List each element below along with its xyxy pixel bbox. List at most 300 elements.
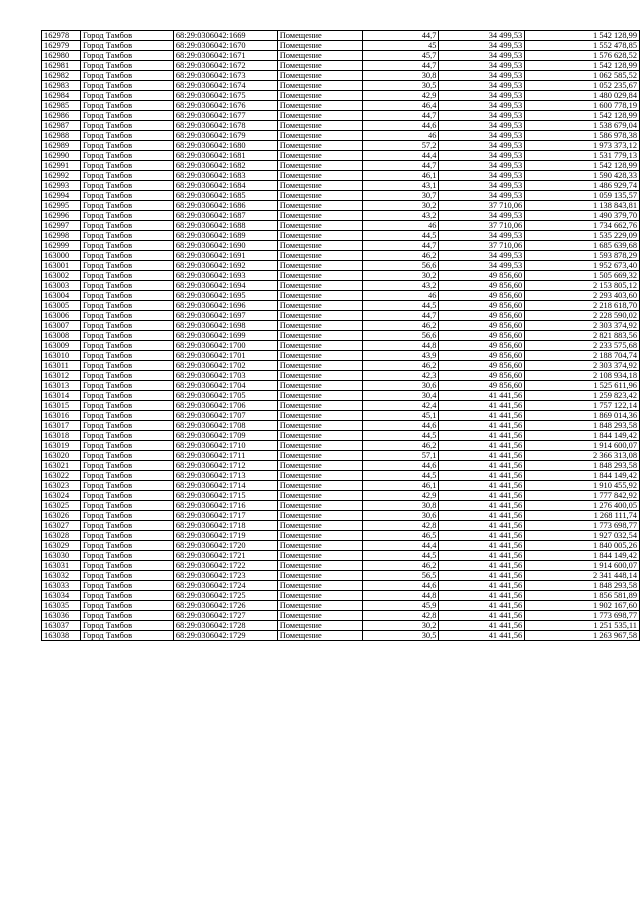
unit-value-cell: 41 441,56 [439, 551, 525, 561]
cadastral-value-cell: 1 059 135,57 [525, 191, 640, 201]
cadastral-value-cell: 1 773 698,77 [525, 611, 640, 621]
table-row [42, 291, 640, 301]
cadastral-value-cell: 1 535 229,09 [525, 231, 640, 241]
object-type-cell: Помещение [277, 311, 362, 321]
unit-value-cell: 49 856,60 [439, 301, 525, 311]
area-cell: 44,8 [362, 591, 439, 601]
cadastral-number-cell: 68:29:0306042:1671 [173, 51, 277, 61]
table-row [42, 221, 640, 231]
object-type-cell: Помещение [277, 561, 362, 571]
cadastral-value-cell: 1 973 373,12 [525, 141, 640, 151]
row-number-cell: 163001 [42, 261, 81, 271]
table-row [42, 501, 640, 511]
object-type-cell: Помещение [277, 631, 362, 641]
row-number-cell: 163008 [42, 331, 81, 341]
row-number-cell: 163005 [42, 301, 81, 311]
cadastral-value-cell: 1 542 128,99 [525, 31, 640, 41]
cadastral-number-cell: 68:29:0306042:1677 [173, 111, 277, 121]
table-row [42, 321, 640, 331]
locality-cell: Город Тамбов [80, 281, 173, 291]
area-cell: 42,4 [362, 401, 439, 411]
object-type-cell: Помещение [277, 231, 362, 241]
unit-value-cell: 34 499,53 [439, 181, 525, 191]
row-number-cell: 163006 [42, 311, 81, 321]
area-cell: 43,9 [362, 351, 439, 361]
cadastral-value-cell: 1 538 679,04 [525, 121, 640, 131]
unit-value-cell: 49 856,60 [439, 351, 525, 361]
unit-value-cell: 41 441,56 [439, 561, 525, 571]
table-row [42, 441, 640, 451]
cadastral-number-cell: 68:29:0306042:1685 [173, 191, 277, 201]
cadastral-value-cell: 2 293 403,60 [525, 291, 640, 301]
unit-value-cell: 49 856,60 [439, 361, 525, 371]
unit-value-cell: 41 441,56 [439, 391, 525, 401]
unit-value-cell: 34 499,53 [439, 171, 525, 181]
locality-cell: Город Тамбов [80, 511, 173, 521]
unit-value-cell: 49 856,60 [439, 291, 525, 301]
cadastral-number-cell: 68:29:0306042:1710 [173, 441, 277, 451]
cadastral-number-cell: 68:29:0306042:1689 [173, 231, 277, 241]
object-type-cell: Помещение [277, 271, 362, 281]
unit-value-cell: 34 499,53 [439, 31, 525, 41]
object-type-cell: Помещение [277, 471, 362, 481]
row-number-cell: 162978 [42, 31, 81, 41]
cadastral-number-cell: 68:29:0306042:1714 [173, 481, 277, 491]
cadastral-number-cell: 68:29:0306042:1717 [173, 511, 277, 521]
table-row [42, 461, 640, 471]
object-type-cell: Помещение [277, 141, 362, 151]
cadastral-value-cell: 1 062 585,52 [525, 71, 640, 81]
cadastral-value-cell: 1 542 128,99 [525, 61, 640, 71]
locality-cell: Город Тамбов [80, 221, 173, 231]
unit-value-cell: 41 441,56 [439, 441, 525, 451]
cadastral-value-cell: 1 856 581,89 [525, 591, 640, 601]
object-type-cell: Помещение [277, 421, 362, 431]
locality-cell: Город Тамбов [80, 261, 173, 271]
unit-value-cell: 41 441,56 [439, 461, 525, 471]
unit-value-cell: 34 499,53 [439, 81, 525, 91]
object-type-cell: Помещение [277, 371, 362, 381]
cadastral-value-cell: 1 927 032,54 [525, 531, 640, 541]
row-number-cell: 163036 [42, 611, 81, 621]
table-row [42, 101, 640, 111]
table-row [42, 251, 640, 261]
table-row [42, 311, 640, 321]
cadastral-number-cell: 68:29:0306042:1674 [173, 81, 277, 91]
area-cell: 30,2 [362, 271, 439, 281]
table-row [42, 81, 640, 91]
object-type-cell: Помещение [277, 181, 362, 191]
locality-cell: Город Тамбов [80, 581, 173, 591]
cadastral-number-cell: 68:29:0306042:1699 [173, 331, 277, 341]
unit-value-cell: 37 710,06 [439, 201, 525, 211]
cadastral-number-cell: 68:29:0306042:1726 [173, 601, 277, 611]
cadastral-number-cell: 68:29:0306042:1683 [173, 171, 277, 181]
object-type-cell: Помещение [277, 531, 362, 541]
row-number-cell: 163010 [42, 351, 81, 361]
object-type-cell: Помещение [277, 101, 362, 111]
row-number-cell: 163012 [42, 371, 81, 381]
row-number-cell: 163032 [42, 571, 81, 581]
area-cell: 46,2 [362, 441, 439, 451]
unit-value-cell: 34 499,53 [439, 131, 525, 141]
unit-value-cell: 49 856,60 [439, 311, 525, 321]
row-number-cell: 162987 [42, 121, 81, 131]
area-cell: 46 [362, 291, 439, 301]
locality-cell: Город Тамбов [80, 201, 173, 211]
locality-cell: Город Тамбов [80, 371, 173, 381]
locality-cell: Город Тамбов [80, 431, 173, 441]
table-row [42, 271, 640, 281]
row-number-cell: 163011 [42, 361, 81, 371]
row-number-cell: 162992 [42, 171, 81, 181]
unit-value-cell: 41 441,56 [439, 421, 525, 431]
locality-cell: Город Тамбов [80, 71, 173, 81]
object-type-cell: Помещение [277, 241, 362, 251]
object-type-cell: Помещение [277, 321, 362, 331]
area-cell: 57,1 [362, 451, 439, 461]
row-number-cell: 163014 [42, 391, 81, 401]
locality-cell: Город Тамбов [80, 411, 173, 421]
row-number-cell: 163018 [42, 431, 81, 441]
cadastral-number-cell: 68:29:0306042:1712 [173, 461, 277, 471]
unit-value-cell: 34 499,53 [439, 251, 525, 261]
area-cell: 44,5 [362, 231, 439, 241]
object-type-cell: Помещение [277, 251, 362, 261]
cadastral-number-cell: 68:29:0306042:1691 [173, 251, 277, 261]
cadastral-number-cell: 68:29:0306042:1675 [173, 91, 277, 101]
cadastral-value-cell: 1 844 149,42 [525, 431, 640, 441]
area-cell: 46,1 [362, 481, 439, 491]
object-type-cell: Помещение [277, 351, 362, 361]
table-row [42, 121, 640, 131]
cadastral-number-cell: 68:29:0306042:1705 [173, 391, 277, 401]
cadastral-value-cell: 1 138 843,81 [525, 201, 640, 211]
cadastral-number-cell: 68:29:0306042:1720 [173, 541, 277, 551]
table-row [42, 301, 640, 311]
unit-value-cell: 37 710,06 [439, 221, 525, 231]
row-number-cell: 162981 [42, 61, 81, 71]
locality-cell: Город Тамбов [80, 361, 173, 371]
row-number-cell: 162997 [42, 221, 81, 231]
table-row [42, 281, 640, 291]
cadastral-value-cell: 1 734 662,76 [525, 221, 640, 231]
locality-cell: Город Тамбов [80, 41, 173, 51]
cadastral-value-cell: 1 480 029,84 [525, 91, 640, 101]
locality-cell: Город Тамбов [80, 571, 173, 581]
cadastral-number-cell: 68:29:0306042:1698 [173, 321, 277, 331]
locality-cell: Город Тамбов [80, 341, 173, 351]
object-type-cell: Помещение [277, 501, 362, 511]
unit-value-cell: 41 441,56 [439, 521, 525, 531]
cadastral-value-cell: 2 303 374,92 [525, 321, 640, 331]
area-cell: 44,4 [362, 541, 439, 551]
cadastral-value-cell: 1 914 600,07 [525, 441, 640, 451]
area-cell: 43,1 [362, 181, 439, 191]
object-type-cell: Помещение [277, 411, 362, 421]
unit-value-cell: 49 856,60 [439, 331, 525, 341]
area-cell: 46,4 [362, 101, 439, 111]
row-number-cell: 162988 [42, 131, 81, 141]
cadastral-number-cell: 68:29:0306042:1721 [173, 551, 277, 561]
table-row [42, 451, 640, 461]
row-number-cell: 162991 [42, 161, 81, 171]
object-type-cell: Помещение [277, 491, 362, 501]
area-cell: 45,7 [362, 51, 439, 61]
locality-cell: Город Тамбов [80, 321, 173, 331]
unit-value-cell: 41 441,56 [439, 411, 525, 421]
cadastral-number-cell: 68:29:0306042:1692 [173, 261, 277, 271]
cadastral-value-cell: 1 840 005,26 [525, 541, 640, 551]
table-row [42, 181, 640, 191]
cadastral-number-cell: 68:29:0306042:1676 [173, 101, 277, 111]
row-number-cell: 163035 [42, 601, 81, 611]
cadastral-value-cell: 1 542 128,99 [525, 111, 640, 121]
cadastral-value-cell: 1 600 778,19 [525, 101, 640, 111]
cadastral-number-cell: 68:29:0306042:1719 [173, 531, 277, 541]
locality-cell: Город Тамбов [80, 111, 173, 121]
object-type-cell: Помещение [277, 591, 362, 601]
cadastral-number-cell: 68:29:0306042:1679 [173, 131, 277, 141]
locality-cell: Город Тамбов [80, 291, 173, 301]
unit-value-cell: 34 499,53 [439, 141, 525, 151]
unit-value-cell: 41 441,56 [439, 481, 525, 491]
area-cell: 30,5 [362, 631, 439, 641]
cadastral-value-cell: 1 505 669,32 [525, 271, 640, 281]
object-type-cell: Помещение [277, 51, 362, 61]
row-number-cell: 162982 [42, 71, 81, 81]
cadastral-value-cell: 2 153 805,12 [525, 281, 640, 291]
area-cell: 44,7 [362, 161, 439, 171]
area-cell: 30,7 [362, 191, 439, 201]
row-number-cell: 163029 [42, 541, 81, 551]
cadastral-value-cell: 1 685 639,68 [525, 241, 640, 251]
locality-cell: Город Тамбов [80, 331, 173, 341]
table-body [42, 31, 640, 641]
area-cell: 46,2 [362, 561, 439, 571]
object-type-cell: Помещение [277, 571, 362, 581]
unit-value-cell: 41 441,56 [439, 531, 525, 541]
unit-value-cell: 49 856,60 [439, 281, 525, 291]
locality-cell: Город Тамбов [80, 601, 173, 611]
locality-cell: Город Тамбов [80, 521, 173, 531]
table-row [42, 391, 640, 401]
row-number-cell: 163022 [42, 471, 81, 481]
unit-value-cell: 41 441,56 [439, 511, 525, 521]
table-row [42, 381, 640, 391]
locality-cell: Город Тамбов [80, 401, 173, 411]
row-number-cell: 162996 [42, 211, 81, 221]
cadastral-value-cell: 1 952 673,40 [525, 261, 640, 271]
object-type-cell: Помещение [277, 211, 362, 221]
cadastral-number-cell: 68:29:0306042:1672 [173, 61, 277, 71]
cadastral-value-cell: 1 486 929,74 [525, 181, 640, 191]
object-type-cell: Помещение [277, 381, 362, 391]
cadastral-number-cell: 68:29:0306042:1682 [173, 161, 277, 171]
area-cell: 42,8 [362, 611, 439, 621]
cadastral-number-cell: 68:29:0306042:1703 [173, 371, 277, 381]
unit-value-cell: 34 499,53 [439, 41, 525, 51]
row-number-cell: 162995 [42, 201, 81, 211]
area-cell: 42,3 [362, 371, 439, 381]
table-row [42, 51, 640, 61]
area-cell: 44,5 [362, 471, 439, 481]
cadastral-number-cell: 68:29:0306042:1702 [173, 361, 277, 371]
locality-cell: Город Тамбов [80, 351, 173, 361]
row-number-cell: 163025 [42, 501, 81, 511]
area-cell: 44,6 [362, 581, 439, 591]
area-cell: 44,7 [362, 241, 439, 251]
area-cell: 44,5 [362, 431, 439, 441]
cadastral-value-cell: 1 777 842,92 [525, 491, 640, 501]
object-type-cell: Помещение [277, 171, 362, 181]
cadastral-value-cell: 2 228 590,02 [525, 311, 640, 321]
locality-cell: Город Тамбов [80, 171, 173, 181]
cadastral-number-cell: 68:29:0306042:1711 [173, 451, 277, 461]
object-type-cell: Помещение [277, 91, 362, 101]
table-row [42, 141, 640, 151]
row-number-cell: 163024 [42, 491, 81, 501]
unit-value-cell: 41 441,56 [439, 621, 525, 631]
unit-value-cell: 34 499,53 [439, 51, 525, 61]
cadastral-value-cell: 1 848 293,58 [525, 461, 640, 471]
table-row [42, 491, 640, 501]
table-row [42, 71, 640, 81]
table-row [42, 161, 640, 171]
table-row [42, 431, 640, 441]
object-type-cell: Помещение [277, 621, 362, 631]
locality-cell: Город Тамбов [80, 441, 173, 451]
row-number-cell: 162994 [42, 191, 81, 201]
row-number-cell: 163026 [42, 511, 81, 521]
table-row [42, 331, 640, 341]
cadastral-value-table [41, 30, 640, 641]
unit-value-cell: 34 499,53 [439, 161, 525, 171]
table-row [42, 61, 640, 71]
cadastral-value-cell: 1 490 379,70 [525, 211, 640, 221]
locality-cell: Город Тамбов [80, 501, 173, 511]
cadastral-number-cell: 68:29:0306042:1708 [173, 421, 277, 431]
row-number-cell: 163000 [42, 251, 81, 261]
object-type-cell: Помещение [277, 201, 362, 211]
cadastral-number-cell: 68:29:0306042:1681 [173, 151, 277, 161]
cadastral-number-cell: 68:29:0306042:1727 [173, 611, 277, 621]
row-number-cell: 163033 [42, 581, 81, 591]
locality-cell: Город Тамбов [80, 141, 173, 151]
table-row [42, 231, 640, 241]
locality-cell: Город Тамбов [80, 311, 173, 321]
object-type-cell: Помещение [277, 261, 362, 271]
row-number-cell: 163002 [42, 271, 81, 281]
cadastral-value-cell: 1 276 400,05 [525, 501, 640, 511]
table-row [42, 261, 640, 271]
locality-cell: Город Тамбов [80, 231, 173, 241]
row-number-cell: 162999 [42, 241, 81, 251]
object-type-cell: Помещение [277, 151, 362, 161]
area-cell: 46,1 [362, 171, 439, 181]
cadastral-value-cell: 1 552 478,85 [525, 41, 640, 51]
area-cell: 42,9 [362, 91, 439, 101]
cadastral-number-cell: 68:29:0306042:1725 [173, 591, 277, 601]
locality-cell: Город Тамбов [80, 421, 173, 431]
cadastral-value-cell: 1 586 978,38 [525, 131, 640, 141]
cadastral-number-cell: 68:29:0306042:1680 [173, 141, 277, 151]
row-number-cell: 163031 [42, 561, 81, 571]
unit-value-cell: 41 441,56 [439, 491, 525, 501]
table-row [42, 621, 640, 631]
row-number-cell: 163027 [42, 521, 81, 531]
cadastral-value-cell: 2 218 618,70 [525, 301, 640, 311]
row-number-cell: 163003 [42, 281, 81, 291]
row-number-cell: 162980 [42, 51, 81, 61]
locality-cell: Город Тамбов [80, 61, 173, 71]
cadastral-number-cell: 68:29:0306042:1715 [173, 491, 277, 501]
object-type-cell: Помещение [277, 161, 362, 171]
cadastral-value-cell: 1 576 628,52 [525, 51, 640, 61]
cadastral-value-cell: 1 593 878,29 [525, 251, 640, 261]
object-type-cell: Помещение [277, 191, 362, 201]
area-cell: 46,2 [362, 251, 439, 261]
locality-cell: Город Тамбов [80, 91, 173, 101]
locality-cell: Город Тамбов [80, 471, 173, 481]
row-number-cell: 163030 [42, 551, 81, 561]
area-cell: 46 [362, 221, 439, 231]
locality-cell: Город Тамбов [80, 121, 173, 131]
cadastral-number-cell: 68:29:0306042:1695 [173, 291, 277, 301]
area-cell: 44,6 [362, 461, 439, 471]
area-cell: 43,2 [362, 281, 439, 291]
unit-value-cell: 41 441,56 [439, 611, 525, 621]
area-cell: 42,9 [362, 491, 439, 501]
locality-cell: Город Тамбов [80, 51, 173, 61]
unit-value-cell: 34 499,53 [439, 231, 525, 241]
unit-value-cell: 34 499,53 [439, 261, 525, 271]
cadastral-number-cell: 68:29:0306042:1713 [173, 471, 277, 481]
table-row [42, 511, 640, 521]
locality-cell: Город Тамбов [80, 31, 173, 41]
unit-value-cell: 41 441,56 [439, 401, 525, 411]
object-type-cell: Помещение [277, 521, 362, 531]
unit-value-cell: 34 499,53 [439, 91, 525, 101]
table-row [42, 201, 640, 211]
unit-value-cell: 37 710,06 [439, 241, 525, 251]
cadastral-number-cell: 68:29:0306042:1722 [173, 561, 277, 571]
object-type-cell: Помещение [277, 41, 362, 51]
area-cell: 46,2 [362, 361, 439, 371]
cadastral-value-cell: 1 914 600,07 [525, 561, 640, 571]
cadastral-value-cell: 2 366 313,08 [525, 451, 640, 461]
row-number-cell: 162990 [42, 151, 81, 161]
row-number-cell: 163020 [42, 451, 81, 461]
unit-value-cell: 41 441,56 [439, 471, 525, 481]
area-cell: 44,6 [362, 121, 439, 131]
row-number-cell: 163023 [42, 481, 81, 491]
object-type-cell: Помещение [277, 441, 362, 451]
locality-cell: Город Тамбов [80, 561, 173, 571]
object-type-cell: Помещение [277, 301, 362, 311]
locality-cell: Город Тамбов [80, 161, 173, 171]
cadastral-number-cell: 68:29:0306042:1700 [173, 341, 277, 351]
table-row [42, 361, 640, 371]
table-row [42, 541, 640, 551]
object-type-cell: Помещение [277, 291, 362, 301]
cadastral-number-cell: 68:29:0306042:1673 [173, 71, 277, 81]
locality-cell: Город Тамбов [80, 181, 173, 191]
locality-cell: Город Тамбов [80, 481, 173, 491]
locality-cell: Город Тамбов [80, 211, 173, 221]
unit-value-cell: 49 856,60 [439, 381, 525, 391]
table-row [42, 111, 640, 121]
